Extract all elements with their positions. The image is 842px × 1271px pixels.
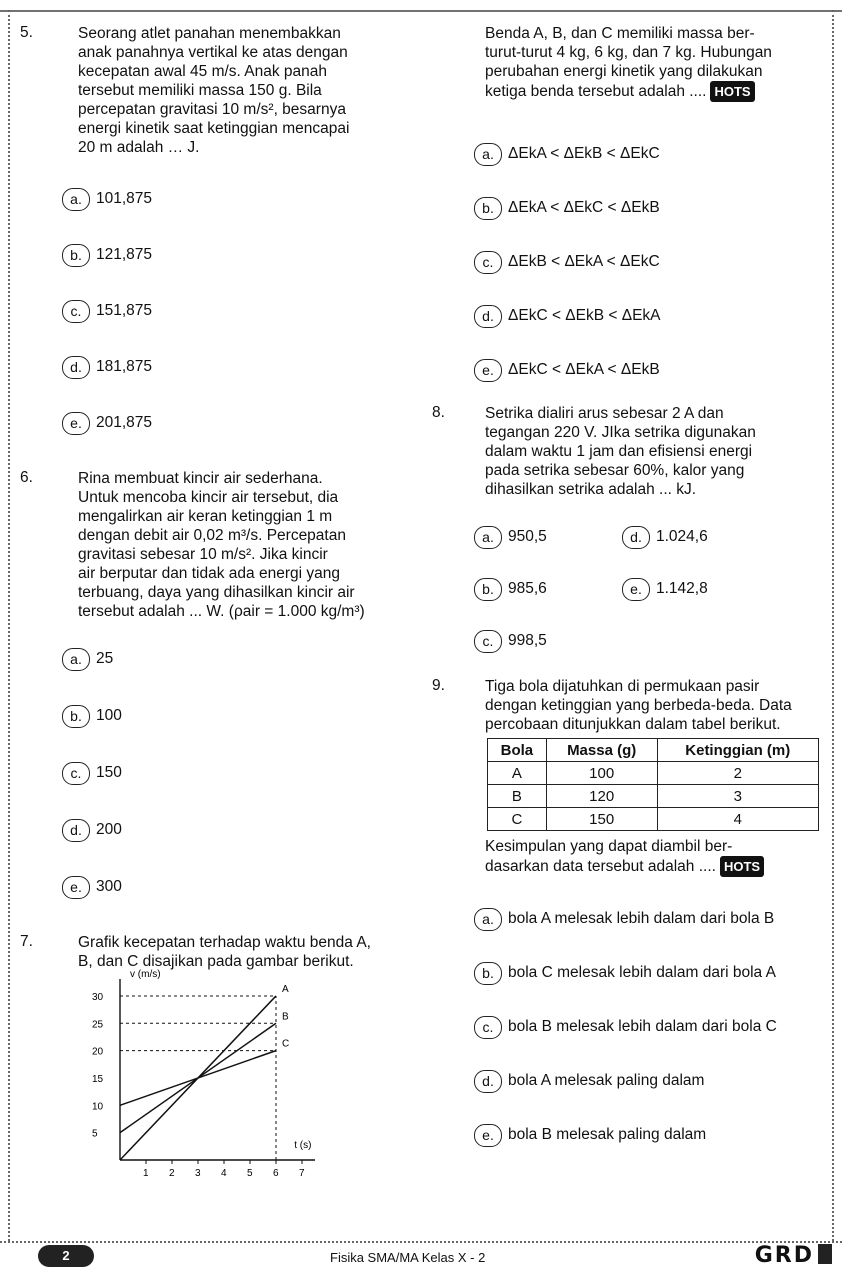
text-line: Untuk mencoba kincir air tersebut, dia xyxy=(78,489,339,506)
text-line: B, dan C disajikan pada gambar berikut. xyxy=(78,953,354,970)
option-a[interactable] xyxy=(62,187,425,211)
text-line: perubahan energi kinetik yang dilakukan xyxy=(485,63,763,80)
question-number: 8. xyxy=(432,404,445,421)
text-line: Seorang atlet panahan menembakkan xyxy=(78,25,341,42)
table-cell: 150 xyxy=(546,808,657,831)
text-line: pada setrika sebesar 60%, kalor yang xyxy=(485,462,745,479)
left-rail xyxy=(0,10,10,1241)
velocity-chart-svg xyxy=(70,969,330,1185)
text-line: kecepatan awal 45 m/s. Anak panah xyxy=(78,63,328,80)
x-tick-label: 2 xyxy=(169,1168,175,1179)
table-cell: 4 xyxy=(657,808,818,831)
x-tick-label: 3 xyxy=(195,1168,201,1179)
option-a[interactable] xyxy=(474,525,622,549)
option-text: 101,875 xyxy=(96,190,153,207)
option-letter: b. xyxy=(474,962,502,985)
question-7 xyxy=(20,933,425,1190)
question-number: 5. xyxy=(20,24,33,41)
option-text: 300 xyxy=(96,878,122,895)
option-text: ΔEkA < ΔEkC < ΔEkB xyxy=(508,199,660,216)
option-b[interactable] xyxy=(62,243,425,267)
y-tick-label: 10 xyxy=(92,1101,104,1113)
table-header-row xyxy=(488,739,819,762)
option-e[interactable] xyxy=(474,1123,827,1147)
text-line: terbuang, daya yang dihasilkan kincir air xyxy=(78,584,355,601)
text-line: energi kinetik saat ketinggian mencapai xyxy=(78,120,350,137)
option-text: ΔEkC < ΔEkA < ΔEkB xyxy=(508,361,660,378)
question-text xyxy=(78,933,425,971)
text-line: percobaan ditunjukkan dalam tabel berikut. xyxy=(485,716,781,733)
text-line: dengan ketinggian yang berbeda-beda. Data xyxy=(485,697,792,714)
option-d[interactable] xyxy=(62,818,425,842)
option-letter: d. xyxy=(62,819,90,842)
text-line: dihasilkan setrika adalah ... kJ. xyxy=(485,481,697,498)
footer xyxy=(0,1241,842,1271)
y-tick-label: 5 xyxy=(92,1128,98,1140)
footer-title: Fisika SMA/MA Kelas X - 2 xyxy=(330,1250,486,1265)
x-tick-label: 5 xyxy=(247,1168,253,1179)
option-a[interactable] xyxy=(474,907,827,931)
text-line: percepatan gravitasi 10 m/s², besarnya xyxy=(78,101,346,118)
table-cell: A xyxy=(488,762,547,785)
question-text xyxy=(485,404,827,499)
question-text xyxy=(485,677,827,734)
question-9 xyxy=(432,677,827,1147)
option-d[interactable] xyxy=(474,304,827,328)
option-text: 985,6 xyxy=(508,580,547,597)
text-line: tersebut adalah ... W. (ρair = 1.000 kg/m³) xyxy=(78,603,365,620)
table-row xyxy=(488,808,819,831)
table-cell: 100 xyxy=(546,762,657,785)
option-c[interactable] xyxy=(62,299,425,323)
question-number: 9. xyxy=(432,677,445,694)
text-line: dengan debit air 0,02 m³/s. Percepatan xyxy=(78,527,346,544)
series-label-B: B xyxy=(282,1011,289,1023)
text-line: 20 m adalah … J. xyxy=(78,139,200,156)
option-e[interactable] xyxy=(622,577,708,601)
option-letter: d. xyxy=(62,356,90,379)
table-header: Bola xyxy=(488,739,547,762)
top-border-line xyxy=(0,7,842,15)
option-text: 1.142,8 xyxy=(656,580,708,597)
question-number: 7. xyxy=(20,933,33,950)
option-text: 151,875 xyxy=(96,302,153,319)
option-text: bola A melesak lebih dalam dari bola B xyxy=(508,910,775,927)
option-text: 1.024,6 xyxy=(656,528,708,545)
hots-badge: HOTS xyxy=(720,856,764,877)
x-tick-label: 4 xyxy=(221,1168,227,1179)
option-letter: d. xyxy=(622,526,650,549)
option-d[interactable] xyxy=(62,355,425,379)
top-border xyxy=(0,2,842,10)
text-line: turut-turut 4 kg, 6 kg, dan 7 kg. Hubungan xyxy=(485,44,772,61)
option-letter: a. xyxy=(474,143,502,166)
question-conclusion xyxy=(485,837,827,877)
option-b[interactable] xyxy=(474,577,622,601)
option-text: 998,5 xyxy=(508,632,547,649)
y-tick-label: 30 xyxy=(92,991,104,1003)
option-c[interactable] xyxy=(474,1015,827,1039)
text-line: Tiga bola dijatuhkan di permukaan pasir xyxy=(485,678,760,695)
left-column xyxy=(20,24,425,1190)
table-header: Massa (g) xyxy=(546,739,657,762)
right-rail xyxy=(832,10,842,1241)
series-line-C xyxy=(120,1051,276,1106)
option-text: 150 xyxy=(96,764,122,781)
option-text: 100 xyxy=(96,707,122,724)
option-text: 950,5 xyxy=(508,528,547,545)
text-line: Setrika dialiri arus sebesar 2 A dan xyxy=(485,405,724,422)
option-letter: c. xyxy=(474,251,502,274)
option-letter: d. xyxy=(474,1070,502,1093)
option-b[interactable] xyxy=(474,961,827,985)
x-tick-label: 1 xyxy=(143,1168,149,1179)
option-e[interactable] xyxy=(62,875,425,899)
question-6 xyxy=(20,469,425,899)
option-letter: b. xyxy=(62,705,90,728)
velocity-chart xyxy=(70,969,425,1190)
table-header: Ketinggian (m) xyxy=(657,739,818,762)
text-line: Kesimpulan yang dapat diambil ber- xyxy=(485,838,733,855)
option-letter: b. xyxy=(62,244,90,267)
table-cell: 2 xyxy=(657,762,818,785)
question-text xyxy=(485,24,827,102)
x-tick-label: 7 xyxy=(299,1168,305,1179)
option-text: bola C melesak lebih dalam dari bola A xyxy=(508,964,776,981)
option-letter: a. xyxy=(62,648,90,671)
x-axis-label: t (s) xyxy=(294,1140,312,1151)
question-text xyxy=(78,469,425,621)
table-cell: C xyxy=(488,808,547,831)
text-line: tersebut memiliki massa 150 g. Bila xyxy=(78,82,322,99)
option-letter: e. xyxy=(474,359,502,382)
x-tick-label: 6 xyxy=(273,1168,279,1179)
text-line: Benda A, B, dan C memiliki massa ber- xyxy=(485,25,755,42)
question-5 xyxy=(20,24,425,435)
option-text: bola B melesak paling dalam xyxy=(508,1126,707,1143)
question-number: 6. xyxy=(20,469,33,486)
option-e[interactable] xyxy=(474,358,827,382)
option-a[interactable] xyxy=(474,142,827,166)
option-d[interactable] xyxy=(474,1069,827,1093)
option-letter: c. xyxy=(62,762,90,785)
option-letter: b. xyxy=(474,197,502,220)
question-4-continued xyxy=(432,24,827,382)
page-number: 2 xyxy=(38,1245,94,1267)
hots-badge: HOTS xyxy=(710,81,754,102)
option-letter: d. xyxy=(474,305,502,328)
option-letter: c. xyxy=(62,300,90,323)
option-b[interactable] xyxy=(474,196,827,220)
option-text: 121,875 xyxy=(96,246,153,263)
text-line: air berputar dan tidak ada energi yang xyxy=(78,565,340,582)
option-b[interactable] xyxy=(62,704,425,728)
table-cell: B xyxy=(488,785,547,808)
option-text: 25 xyxy=(96,650,114,667)
right-column xyxy=(432,24,827,1147)
y-tick-label: 15 xyxy=(92,1073,104,1085)
option-text: 200 xyxy=(96,821,122,838)
text-line: Grafik kecepatan terhadap waktu benda A, xyxy=(78,934,371,951)
brand-logo xyxy=(755,1243,832,1268)
y-tick-label: 20 xyxy=(92,1046,104,1058)
series-label-A: A xyxy=(282,983,289,995)
question-8 xyxy=(432,404,827,653)
table-cell: 3 xyxy=(657,785,818,808)
y-tick-label: 25 xyxy=(92,1019,104,1031)
text-line: dalam waktu 1 jam dan efisiensi energi xyxy=(485,443,753,460)
option-letter: a. xyxy=(474,908,502,931)
option-letter: e. xyxy=(622,578,650,601)
option-letter: b. xyxy=(474,578,502,601)
option-text: ΔEkC < ΔEkB < ΔEkA xyxy=(508,307,661,324)
option-d[interactable] xyxy=(622,525,708,549)
option-text: ΔEkA < ΔEkB < ΔEkC xyxy=(508,145,660,162)
option-letter: a. xyxy=(62,188,90,211)
text-line: anak panahnya vertikal ke atas dengan xyxy=(78,44,348,61)
brand-mark-icon xyxy=(818,1244,832,1264)
option-letter: e. xyxy=(474,1124,502,1147)
option-text: ΔEkB < ΔEkA < ΔEkC xyxy=(508,253,660,270)
brand-text: GRD xyxy=(754,1243,814,1268)
text-line: mengalirkan air keran ketinggian 1 m xyxy=(78,508,333,525)
option-text: 201,875 xyxy=(96,414,153,431)
option-e[interactable] xyxy=(62,411,425,435)
option-letter: c. xyxy=(474,630,502,653)
question-text xyxy=(78,24,425,157)
table-row xyxy=(488,785,819,808)
ball-data-table xyxy=(487,738,819,831)
y-axis-label: v (m/s) xyxy=(130,969,161,980)
option-c[interactable] xyxy=(474,629,622,653)
option-text: 181,875 xyxy=(96,358,153,375)
text-line: Rina membuat kincir air sederhana. xyxy=(78,470,323,487)
option-c[interactable] xyxy=(62,761,425,785)
option-text: bola A melesak paling dalam xyxy=(508,1072,705,1089)
table-row xyxy=(488,762,819,785)
text-line: dasarkan data tersebut adalah .... xyxy=(485,858,716,875)
option-text: bola B melesak lebih dalam dari bola C xyxy=(508,1018,777,1035)
option-letter: e. xyxy=(62,876,90,899)
series-label-C: C xyxy=(282,1038,290,1050)
option-letter: c. xyxy=(474,1016,502,1039)
text-line: ketiga benda tersebut adalah .... xyxy=(485,83,707,100)
option-letter: e. xyxy=(62,412,90,435)
option-letter: a. xyxy=(474,526,502,549)
text-line: tegangan 220 V. JIka setrika digunakan xyxy=(485,424,756,441)
table-cell: 120 xyxy=(546,785,657,808)
option-c[interactable] xyxy=(474,250,827,274)
option-a[interactable] xyxy=(62,647,425,671)
text-line: gravitasi sebesar 10 m/s². Jika kincir xyxy=(78,546,328,563)
